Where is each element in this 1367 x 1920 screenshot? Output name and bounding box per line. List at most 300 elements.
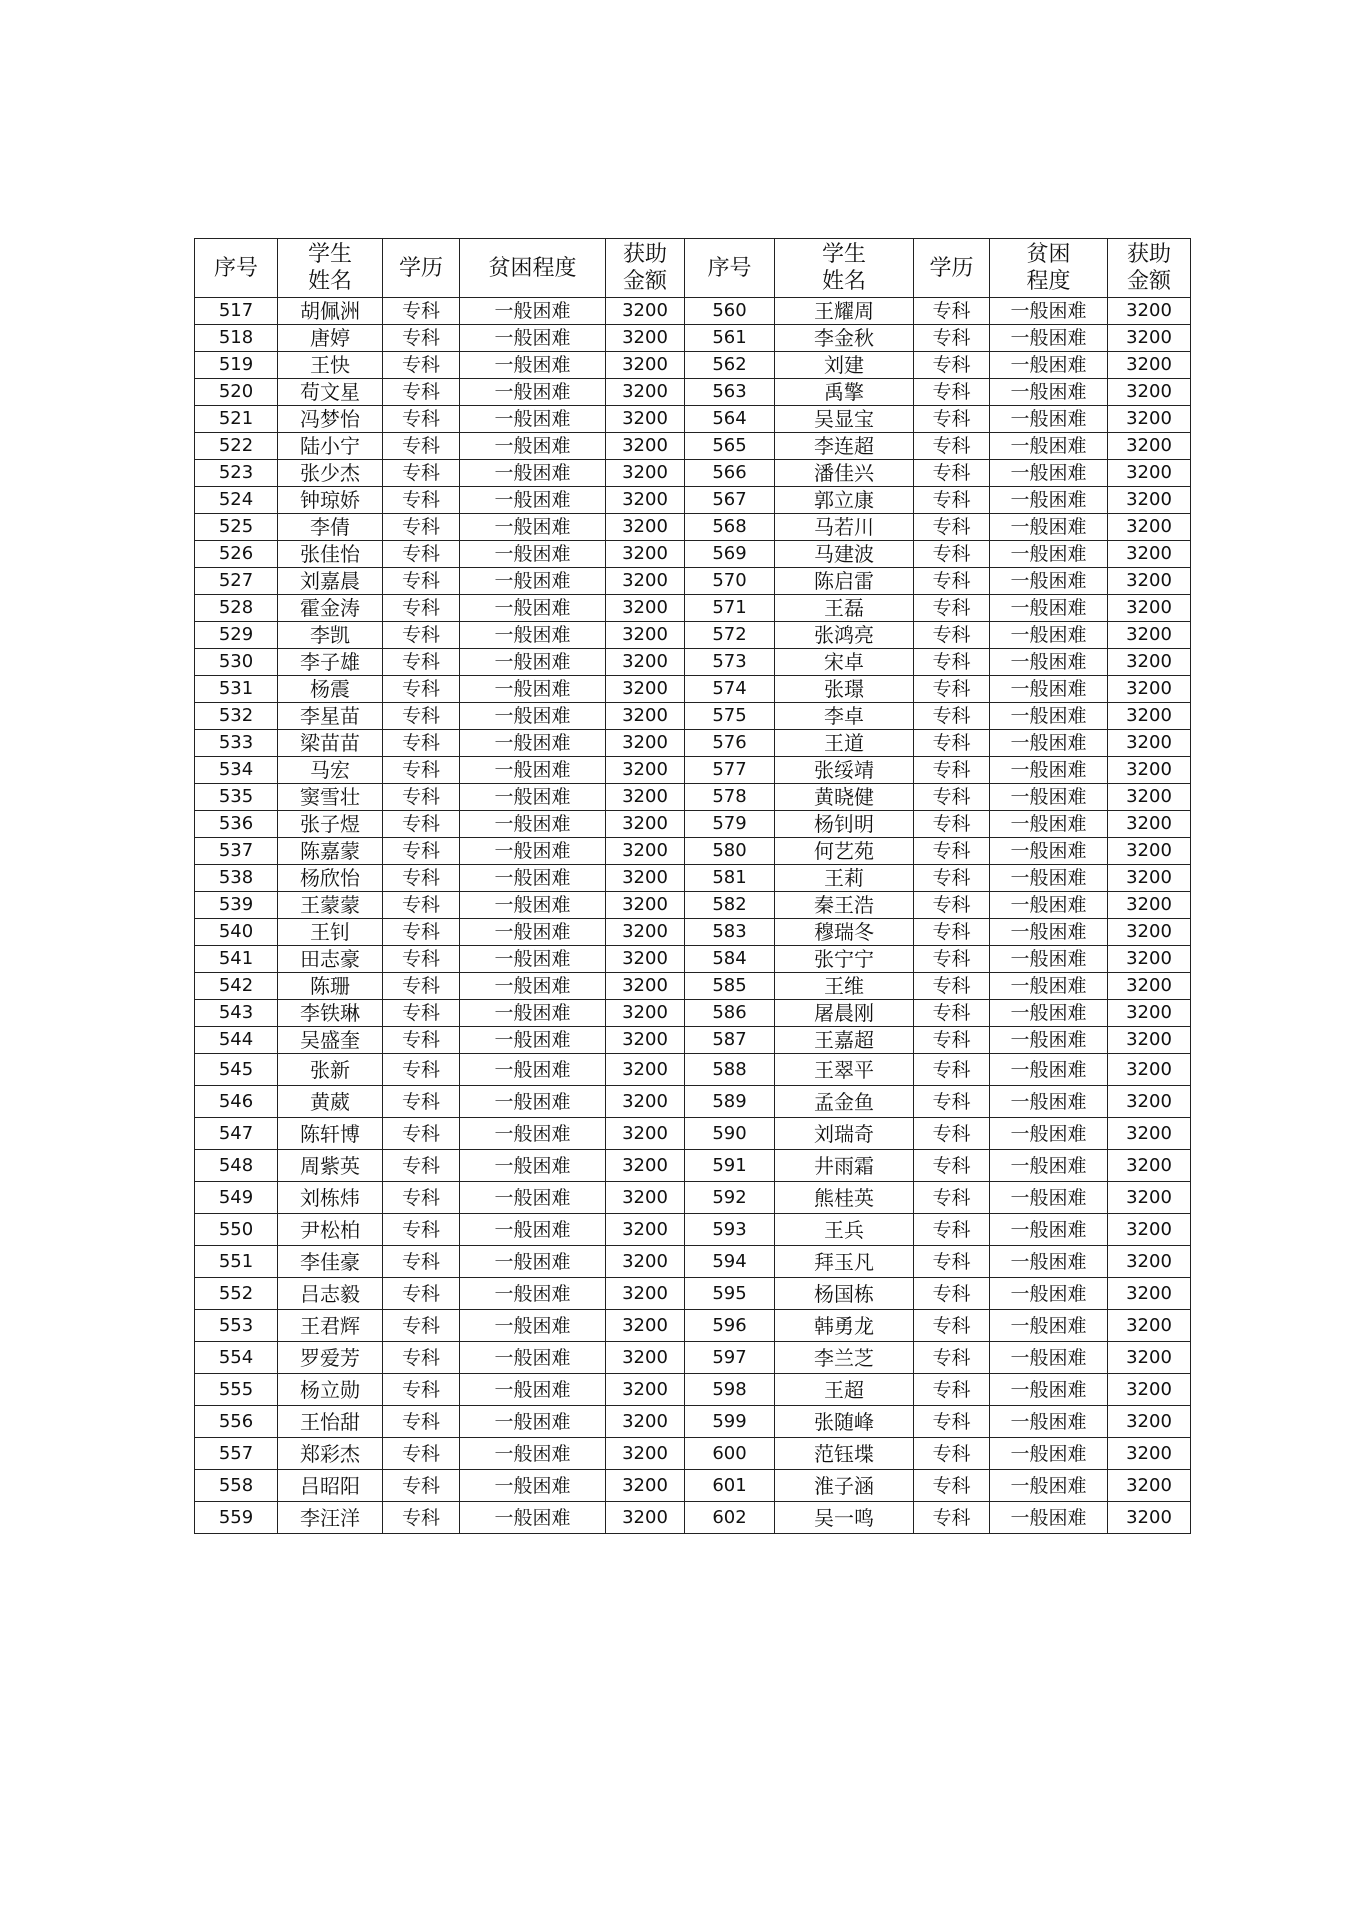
right-poverty-level-cell: 一般困难 [990, 1438, 1108, 1470]
right-education-cell: 专科 [914, 514, 990, 541]
left-aid-amount-cell: 3200 [606, 352, 685, 379]
right-education-cell: 专科 [914, 1054, 990, 1086]
table-row [195, 1214, 1191, 1246]
right-seq-cell: 581 [685, 865, 775, 892]
left-aid-amount-cell: 3200 [606, 487, 685, 514]
left-student-name-cell: 王怡甜 [278, 1406, 383, 1438]
left-education-cell: 专科 [383, 1374, 460, 1406]
left-seq-cell: 529 [195, 622, 278, 649]
left-aid-amount-cell: 3200 [606, 865, 685, 892]
right-seq-cell: 560 [685, 298, 775, 325]
left-education-cell: 专科 [383, 433, 460, 460]
right-poverty-level-cell: 一般困难 [990, 919, 1108, 946]
left-student-name-cell: 吕昭阳 [278, 1470, 383, 1502]
left-aid-amount-cell: 3200 [606, 757, 685, 784]
right-seq-cell: 583 [685, 919, 775, 946]
right-student-name-cell: 李金秋 [775, 325, 914, 352]
left-student-name-cell: 陈嘉蒙 [278, 838, 383, 865]
left-education-cell: 专科 [383, 1406, 460, 1438]
right-aid-amount-cell: 3200 [1108, 1342, 1191, 1374]
left-aid-amount-cell: 3200 [606, 1342, 685, 1374]
header-name-left-label: 学生 姓名 [307, 242, 352, 294]
left-poverty-level-cell: 一般困难 [460, 1118, 606, 1150]
table-row [195, 595, 1191, 622]
left-education-cell: 专科 [383, 973, 460, 1000]
table-row [195, 1182, 1191, 1214]
header-name-left [278, 239, 383, 298]
right-aid-amount-cell: 3200 [1108, 1150, 1191, 1182]
left-student-name-cell: 杨立勋 [278, 1374, 383, 1406]
left-student-name-cell: 吕志毅 [278, 1278, 383, 1310]
right-aid-amount-cell: 3200 [1108, 1086, 1191, 1118]
table-row [195, 1374, 1191, 1406]
right-seq-cell: 588 [685, 1054, 775, 1086]
right-student-name-cell: 王莉 [775, 865, 914, 892]
left-aid-amount-cell: 3200 [606, 1000, 685, 1027]
right-education-cell: 专科 [914, 1246, 990, 1278]
right-student-name-cell: 张宁宁 [775, 946, 914, 973]
left-education-cell: 专科 [383, 1000, 460, 1027]
right-poverty-level-cell: 一般困难 [990, 379, 1108, 406]
table-row [195, 1086, 1191, 1118]
left-poverty-level-cell: 一般困难 [460, 1438, 606, 1470]
left-student-name-cell: 梁苗苗 [278, 730, 383, 757]
right-student-name-cell: 杨钊明 [775, 811, 914, 838]
left-poverty-level-cell: 一般困难 [460, 1182, 606, 1214]
left-poverty-level-cell: 一般困难 [460, 379, 606, 406]
right-aid-amount-cell: 3200 [1108, 352, 1191, 379]
right-student-name-cell: 张随峰 [775, 1406, 914, 1438]
right-education-cell: 专科 [914, 1502, 990, 1534]
right-education-cell: 专科 [914, 919, 990, 946]
left-aid-amount-cell: 3200 [606, 784, 685, 811]
right-poverty-level-cell: 一般困难 [990, 1054, 1108, 1086]
right-seq-cell: 562 [685, 352, 775, 379]
right-seq-cell: 597 [685, 1342, 775, 1374]
left-education-cell: 专科 [383, 649, 460, 676]
right-seq-cell: 586 [685, 1000, 775, 1027]
left-aid-amount-cell: 3200 [606, 1438, 685, 1470]
left-poverty-level-cell: 一般困难 [460, 460, 606, 487]
left-seq-cell: 556 [195, 1406, 278, 1438]
right-education-cell: 专科 [914, 460, 990, 487]
left-poverty-level-cell: 一般困难 [460, 325, 606, 352]
right-student-name-cell: 张绥靖 [775, 757, 914, 784]
right-aid-amount-cell: 3200 [1108, 757, 1191, 784]
left-aid-amount-cell: 3200 [606, 433, 685, 460]
right-seq-cell: 600 [685, 1438, 775, 1470]
table-row [195, 622, 1191, 649]
left-seq-cell: 543 [195, 1000, 278, 1027]
right-poverty-level-cell: 一般困难 [990, 838, 1108, 865]
left-seq-cell: 546 [195, 1086, 278, 1118]
table-row [195, 973, 1191, 1000]
left-poverty-level-cell: 一般困难 [460, 865, 606, 892]
left-seq-cell: 551 [195, 1246, 278, 1278]
left-aid-amount-cell: 3200 [606, 730, 685, 757]
left-student-name-cell: 陈轩博 [278, 1118, 383, 1150]
left-poverty-level-cell: 一般困难 [460, 1086, 606, 1118]
right-education-cell: 专科 [914, 1278, 990, 1310]
right-student-name-cell: 王兵 [775, 1214, 914, 1246]
right-poverty-level-cell: 一般困难 [990, 298, 1108, 325]
left-seq-cell: 538 [195, 865, 278, 892]
table-row [195, 1150, 1191, 1182]
left-education-cell: 专科 [383, 1086, 460, 1118]
right-poverty-level-cell: 一般困难 [990, 352, 1108, 379]
left-education-cell: 专科 [383, 1027, 460, 1054]
right-student-name-cell: 马建波 [775, 541, 914, 568]
right-aid-amount-cell: 3200 [1108, 1438, 1191, 1470]
table-body [195, 298, 1191, 1534]
right-seq-cell: 587 [685, 1027, 775, 1054]
right-student-name-cell: 屠晨刚 [775, 1000, 914, 1027]
left-poverty-level-cell: 一般困难 [460, 1027, 606, 1054]
header-row [195, 239, 1191, 298]
left-aid-amount-cell: 3200 [606, 379, 685, 406]
left-aid-amount-cell: 3200 [606, 406, 685, 433]
table-row [195, 1406, 1191, 1438]
left-education-cell: 专科 [383, 1278, 460, 1310]
header-amount-right-label: 获助 金额 [1126, 242, 1171, 294]
left-seq-cell: 545 [195, 1054, 278, 1086]
left-poverty-level-cell: 一般困难 [460, 406, 606, 433]
right-seq-cell: 601 [685, 1470, 775, 1502]
right-seq-cell: 584 [685, 946, 775, 973]
left-poverty-level-cell: 一般困难 [460, 1310, 606, 1342]
right-seq-cell: 594 [685, 1246, 775, 1278]
table-row [195, 811, 1191, 838]
right-education-cell: 专科 [914, 1000, 990, 1027]
right-seq-cell: 576 [685, 730, 775, 757]
right-student-name-cell: 孟金鱼 [775, 1086, 914, 1118]
right-poverty-level-cell: 一般困难 [990, 622, 1108, 649]
header-level-left: 贫困程度 [460, 239, 606, 298]
left-aid-amount-cell: 3200 [606, 946, 685, 973]
right-poverty-level-cell: 一般困难 [990, 1086, 1108, 1118]
right-seq-cell: 589 [685, 1086, 775, 1118]
table-row [195, 1342, 1191, 1374]
left-seq-cell: 540 [195, 919, 278, 946]
left-student-name-cell: 杨欣怡 [278, 865, 383, 892]
table-row [195, 460, 1191, 487]
right-poverty-level-cell: 一般困难 [990, 676, 1108, 703]
right-student-name-cell: 李兰芝 [775, 1342, 914, 1374]
right-aid-amount-cell: 3200 [1108, 730, 1191, 757]
left-aid-amount-cell: 3200 [606, 649, 685, 676]
left-student-name-cell: 王快 [278, 352, 383, 379]
right-education-cell: 专科 [914, 676, 990, 703]
left-education-cell: 专科 [383, 568, 460, 595]
left-poverty-level-cell: 一般困难 [460, 784, 606, 811]
right-aid-amount-cell: 3200 [1108, 1214, 1191, 1246]
left-aid-amount-cell: 3200 [606, 1086, 685, 1118]
right-aid-amount-cell: 3200 [1108, 1000, 1191, 1027]
right-aid-amount-cell: 3200 [1108, 973, 1191, 1000]
left-poverty-level-cell: 一般困难 [460, 1214, 606, 1246]
right-aid-amount-cell: 3200 [1108, 892, 1191, 919]
table-row [195, 1000, 1191, 1027]
right-seq-cell: 574 [685, 676, 775, 703]
right-student-name-cell: 王耀周 [775, 298, 914, 325]
right-student-name-cell: 何艺苑 [775, 838, 914, 865]
right-student-name-cell: 熊桂英 [775, 1182, 914, 1214]
left-student-name-cell: 李汪洋 [278, 1502, 383, 1534]
left-education-cell: 专科 [383, 352, 460, 379]
right-aid-amount-cell: 3200 [1108, 703, 1191, 730]
left-student-name-cell: 郑彩杰 [278, 1438, 383, 1470]
right-education-cell: 专科 [914, 730, 990, 757]
left-poverty-level-cell: 一般困难 [460, 595, 606, 622]
left-seq-cell: 549 [195, 1182, 278, 1214]
right-poverty-level-cell: 一般困难 [990, 1502, 1108, 1534]
table-row [195, 730, 1191, 757]
left-education-cell: 专科 [383, 1214, 460, 1246]
right-student-name-cell: 刘瑞奇 [775, 1118, 914, 1150]
left-seq-cell: 523 [195, 460, 278, 487]
right-aid-amount-cell: 3200 [1108, 676, 1191, 703]
table-row [195, 1054, 1191, 1086]
right-poverty-level-cell: 一般困难 [990, 1246, 1108, 1278]
table-row [195, 1278, 1191, 1310]
left-seq-cell: 547 [195, 1118, 278, 1150]
left-aid-amount-cell: 3200 [606, 1182, 685, 1214]
right-education-cell: 专科 [914, 1374, 990, 1406]
table-row [195, 1027, 1191, 1054]
right-education-cell: 专科 [914, 352, 990, 379]
left-seq-cell: 524 [195, 487, 278, 514]
left-poverty-level-cell: 一般困难 [460, 892, 606, 919]
right-seq-cell: 593 [685, 1214, 775, 1246]
right-poverty-level-cell: 一般困难 [990, 487, 1108, 514]
left-aid-amount-cell: 3200 [606, 1310, 685, 1342]
left-aid-amount-cell: 3200 [606, 703, 685, 730]
right-education-cell: 专科 [914, 298, 990, 325]
right-poverty-level-cell: 一般困难 [990, 514, 1108, 541]
left-student-name-cell: 冯梦怡 [278, 406, 383, 433]
right-aid-amount-cell: 3200 [1108, 1470, 1191, 1502]
left-aid-amount-cell: 3200 [606, 1054, 685, 1086]
right-education-cell: 专科 [914, 649, 990, 676]
right-seq-cell: 575 [685, 703, 775, 730]
left-poverty-level-cell: 一般困难 [460, 649, 606, 676]
left-education-cell: 专科 [383, 838, 460, 865]
right-education-cell: 专科 [914, 1214, 990, 1246]
left-student-name-cell: 吴盛奎 [278, 1027, 383, 1054]
right-poverty-level-cell: 一般困难 [990, 1310, 1108, 1342]
table-row [195, 784, 1191, 811]
left-education-cell: 专科 [383, 811, 460, 838]
left-education-cell: 专科 [383, 541, 460, 568]
left-seq-cell: 550 [195, 1214, 278, 1246]
left-seq-cell: 532 [195, 703, 278, 730]
left-seq-cell: 527 [195, 568, 278, 595]
right-education-cell: 专科 [914, 946, 990, 973]
left-poverty-level-cell: 一般困难 [460, 919, 606, 946]
right-aid-amount-cell: 3200 [1108, 1502, 1191, 1534]
left-aid-amount-cell: 3200 [606, 514, 685, 541]
right-poverty-level-cell: 一般困难 [990, 325, 1108, 352]
table-row [195, 919, 1191, 946]
table-row [195, 352, 1191, 379]
header-seq-left: 序号 [195, 239, 278, 298]
left-student-name-cell: 马宏 [278, 757, 383, 784]
right-seq-cell: 567 [685, 487, 775, 514]
right-education-cell: 专科 [914, 406, 990, 433]
right-aid-amount-cell: 3200 [1108, 433, 1191, 460]
right-seq-cell: 578 [685, 784, 775, 811]
table-row [195, 703, 1191, 730]
right-poverty-level-cell: 一般困难 [990, 784, 1108, 811]
right-education-cell: 专科 [914, 703, 990, 730]
left-seq-cell: 537 [195, 838, 278, 865]
right-aid-amount-cell: 3200 [1108, 1278, 1191, 1310]
left-education-cell: 专科 [383, 1182, 460, 1214]
right-student-name-cell: 吴显宝 [775, 406, 914, 433]
left-education-cell: 专科 [383, 1118, 460, 1150]
left-poverty-level-cell: 一般困难 [460, 1374, 606, 1406]
left-education-cell: 专科 [383, 1502, 460, 1534]
right-education-cell: 专科 [914, 622, 990, 649]
left-education-cell: 专科 [383, 1054, 460, 1086]
right-student-name-cell: 禹擎 [775, 379, 914, 406]
table-row [195, 1470, 1191, 1502]
table-row [195, 568, 1191, 595]
right-poverty-level-cell: 一般困难 [990, 1182, 1108, 1214]
left-education-cell: 专科 [383, 1150, 460, 1182]
right-student-name-cell: 王磊 [775, 595, 914, 622]
header-amount-left-label: 获助 金额 [622, 242, 667, 294]
right-poverty-level-cell: 一般困难 [990, 595, 1108, 622]
right-seq-cell: 580 [685, 838, 775, 865]
right-seq-cell: 569 [685, 541, 775, 568]
left-seq-cell: 519 [195, 352, 278, 379]
right-poverty-level-cell: 一般困难 [990, 973, 1108, 1000]
right-poverty-level-cell: 一般困难 [990, 406, 1108, 433]
left-poverty-level-cell: 一般困难 [460, 1470, 606, 1502]
left-student-name-cell: 钟琼娇 [278, 487, 383, 514]
left-education-cell: 专科 [383, 1470, 460, 1502]
right-student-name-cell: 杨国栋 [775, 1278, 914, 1310]
left-student-name-cell: 李星苗 [278, 703, 383, 730]
right-seq-cell: 590 [685, 1118, 775, 1150]
right-aid-amount-cell: 3200 [1108, 919, 1191, 946]
left-student-name-cell: 陆小宁 [278, 433, 383, 460]
left-education-cell: 专科 [383, 676, 460, 703]
left-seq-cell: 528 [195, 595, 278, 622]
right-seq-cell: 577 [685, 757, 775, 784]
right-seq-cell: 598 [685, 1374, 775, 1406]
left-education-cell: 专科 [383, 298, 460, 325]
left-education-cell: 专科 [383, 325, 460, 352]
left-poverty-level-cell: 一般困难 [460, 433, 606, 460]
left-poverty-level-cell: 一般困难 [460, 1278, 606, 1310]
right-student-name-cell: 王嘉超 [775, 1027, 914, 1054]
right-poverty-level-cell: 一般困难 [990, 649, 1108, 676]
left-aid-amount-cell: 3200 [606, 1278, 685, 1310]
left-seq-cell: 539 [195, 892, 278, 919]
right-aid-amount-cell: 3200 [1108, 514, 1191, 541]
left-aid-amount-cell: 3200 [606, 1374, 685, 1406]
right-student-name-cell: 张鸿亮 [775, 622, 914, 649]
header-level-right-label: 贫困 程度 [1026, 242, 1071, 294]
left-poverty-level-cell: 一般困难 [460, 298, 606, 325]
table-row [195, 892, 1191, 919]
right-student-name-cell: 张璟 [775, 676, 914, 703]
right-poverty-level-cell: 一般困难 [990, 1214, 1108, 1246]
left-education-cell: 专科 [383, 487, 460, 514]
left-education-cell: 专科 [383, 865, 460, 892]
table-row [195, 676, 1191, 703]
right-education-cell: 专科 [914, 1438, 990, 1470]
right-student-name-cell: 王道 [775, 730, 914, 757]
left-aid-amount-cell: 3200 [606, 1150, 685, 1182]
right-aid-amount-cell: 3200 [1108, 784, 1191, 811]
left-aid-amount-cell: 3200 [606, 1118, 685, 1150]
left-poverty-level-cell: 一般困难 [460, 703, 606, 730]
right-seq-cell: 565 [685, 433, 775, 460]
right-student-name-cell: 井雨霜 [775, 1150, 914, 1182]
right-education-cell: 专科 [914, 811, 990, 838]
right-seq-cell: 591 [685, 1150, 775, 1182]
right-aid-amount-cell: 3200 [1108, 1027, 1191, 1054]
left-aid-amount-cell: 3200 [606, 919, 685, 946]
left-aid-amount-cell: 3200 [606, 892, 685, 919]
right-aid-amount-cell: 3200 [1108, 649, 1191, 676]
left-education-cell: 专科 [383, 892, 460, 919]
right-education-cell: 专科 [914, 568, 990, 595]
right-aid-amount-cell: 3200 [1108, 838, 1191, 865]
left-seq-cell: 517 [195, 298, 278, 325]
right-seq-cell: 564 [685, 406, 775, 433]
left-student-name-cell: 李倩 [278, 514, 383, 541]
left-seq-cell: 535 [195, 784, 278, 811]
left-aid-amount-cell: 3200 [606, 1502, 685, 1534]
right-aid-amount-cell: 3200 [1108, 379, 1191, 406]
left-student-name-cell: 田志豪 [278, 946, 383, 973]
right-education-cell: 专科 [914, 757, 990, 784]
right-student-name-cell: 黄晓健 [775, 784, 914, 811]
right-poverty-level-cell: 一般困难 [990, 460, 1108, 487]
left-education-cell: 专科 [383, 703, 460, 730]
left-student-name-cell: 窦雪壮 [278, 784, 383, 811]
left-education-cell: 专科 [383, 595, 460, 622]
right-student-name-cell: 陈启雷 [775, 568, 914, 595]
table-row [195, 406, 1191, 433]
left-education-cell: 专科 [383, 784, 460, 811]
right-aid-amount-cell: 3200 [1108, 595, 1191, 622]
right-seq-cell: 602 [685, 1502, 775, 1534]
right-student-name-cell: 宋卓 [775, 649, 914, 676]
left-student-name-cell: 杨震 [278, 676, 383, 703]
left-education-cell: 专科 [383, 1342, 460, 1374]
left-student-name-cell: 王蒙蒙 [278, 892, 383, 919]
right-student-name-cell: 李连超 [775, 433, 914, 460]
right-poverty-level-cell: 一般困难 [990, 1000, 1108, 1027]
left-student-name-cell: 唐婷 [278, 325, 383, 352]
left-education-cell: 专科 [383, 460, 460, 487]
right-aid-amount-cell: 3200 [1108, 298, 1191, 325]
right-poverty-level-cell: 一般困难 [990, 1027, 1108, 1054]
left-poverty-level-cell: 一般困难 [460, 1342, 606, 1374]
right-seq-cell: 599 [685, 1406, 775, 1438]
right-poverty-level-cell: 一般困难 [990, 946, 1108, 973]
left-student-name-cell: 王钊 [278, 919, 383, 946]
right-seq-cell: 561 [685, 325, 775, 352]
table-row [195, 433, 1191, 460]
right-student-name-cell: 淮子涵 [775, 1470, 914, 1502]
right-education-cell: 专科 [914, 1470, 990, 1502]
